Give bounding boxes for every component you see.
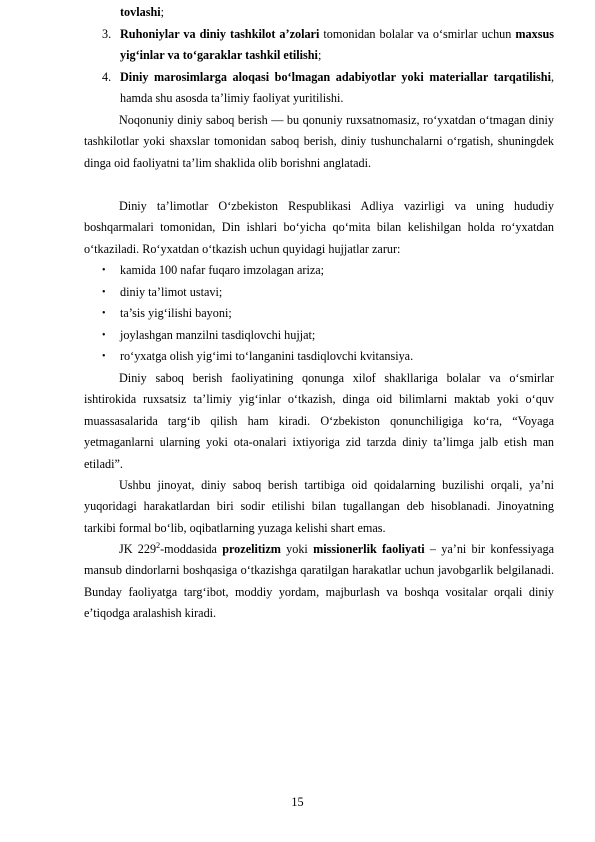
text: JK 229 <box>119 542 157 556</box>
bullet-item <box>102 346 554 367</box>
text: ; <box>160 5 165 19</box>
bullet-text: ro‘yxatga olish yig‘imi to‘langanini tasdiqlovchi kvitansiya. <box>120 349 414 363</box>
list-item-continuation <box>120 2 554 23</box>
bullet-item <box>102 260 554 281</box>
list-item-3 <box>102 24 554 67</box>
bold-term: Diniy marosimlarga aloqasi bo‘lmagan adabiyotlar yoki materiallar tarqatilishi <box>120 70 551 84</box>
superscript: 2 <box>156 540 161 550</box>
list-number: 4. <box>102 70 112 84</box>
paragraph-illegal-forms: Diniy saboq berish faoliyatining qonunga xilof shakllariga bolalar va o‘smirlar ishtirokida ruxsatsiz ta’limiy yig‘inlar o‘tkazish, dinga oid bilimlarni maktab yoki o‘quv muassasalarida targ‘ib qilish ham kiradi. O‘zbekiston qonunchiligiga ko‘ra, “Voyaga yetmaganlarni ularning yoki ota-onalari ixtiyoriga zid tarzda diniy ta’limga jalb etish man etiladi”. <box>84 371 554 471</box>
bold-term: tovlashi <box>120 5 161 19</box>
bullet-text: ta’sis yig‘ilishi bayoni; <box>120 306 232 320</box>
text: , hamda shu asosda ta’limiy faoliyat yuritilishi. <box>120 70 554 106</box>
bold-term: Ruhoniylar va diniy tashkilot a’zolari <box>120 27 320 41</box>
paragraph-proselytism <box>84 539 554 625</box>
bullet-icon: • <box>102 265 106 276</box>
bold-term: prozelitizm <box>222 542 281 556</box>
list-item-4 <box>102 67 554 110</box>
bullet-icon: • <box>102 287 106 298</box>
text: ; <box>317 48 322 63</box>
bullet-icon: • <box>102 308 106 319</box>
paragraph-crime-definition: Ushbu jinoyat, diniy saboq berish tartibiga oid qoidalarning buzilishi orqali, ya’ni yuqoridagi harakatlardan biri sodir etilishi bilan tugallangan deb hisoblanadi. Jinoyatning tarkibi formal bo‘lib, oqibatlarning yuzaga kelishi shart emas. <box>84 478 554 535</box>
text: -moddasida <box>160 542 223 556</box>
bullet-text: joylashgan manzilni tasdiqlovchi hujjat; <box>120 328 316 342</box>
text: tomonidan bolalar va o‘smirlar uchun <box>319 27 516 41</box>
bullet-item <box>102 325 554 346</box>
bullet-item <box>102 282 554 303</box>
bullet-item <box>102 303 554 324</box>
page-number: 15 <box>291 795 304 809</box>
bullet-icon: • <box>102 351 106 362</box>
list-item-text <box>120 67 554 110</box>
bold-term: maxsus yig‘inlar va to‘garaklar tashkil etilishi <box>120 27 554 63</box>
bullet-text: kamida 100 nafar fuqaro imzolagan ariza; <box>120 263 325 277</box>
text: yoki <box>280 542 314 556</box>
bold-term: missionerlik faoliyati <box>313 542 425 556</box>
text: – ya’ni bir konfessiyaga mansub dindorlarni boshqasiga o‘tkazishga qaratilgan harakatlar uchun javobgarlik belgilanadi. Bunday faoliyatga targ‘ibot, moddiy yordam, majburlash va boshqa vositalar orqali diniy e’tiqodga aralashish kiradi. <box>84 542 554 621</box>
list-number: 3. <box>102 27 112 41</box>
bullet-icon: • <box>102 330 106 341</box>
list-item-text <box>120 24 554 67</box>
paragraph-definition: Noqonuniy diniy saboq berish — bu qonuniy ruxsatnomasiz, ro‘yxatdan o‘tmagan diniy tashkilotlar yoki shaxslar tomonidan saboq berish, diniy tushunchalarni o‘rgatish, shuningdek dinga oid faoliyatni ta’lim shaklida olib borishni anglatadi. <box>84 113 554 170</box>
bullet-text: diniy ta’limot ustavi; <box>120 285 223 299</box>
paragraph-registration: Diniy ta’limotlar O‘zbekiston Respublikasi Adliya vazirligi va uning hududiy boshqarmalari tomonidan, Din ishlari bo‘yicha qo‘mita bilan kelishilgan holda ro‘yxatdan o‘tkaziladi. Ro‘yxatdan o‘tkazish uchun quyidagi hujjatlar zarur: <box>84 199 554 256</box>
